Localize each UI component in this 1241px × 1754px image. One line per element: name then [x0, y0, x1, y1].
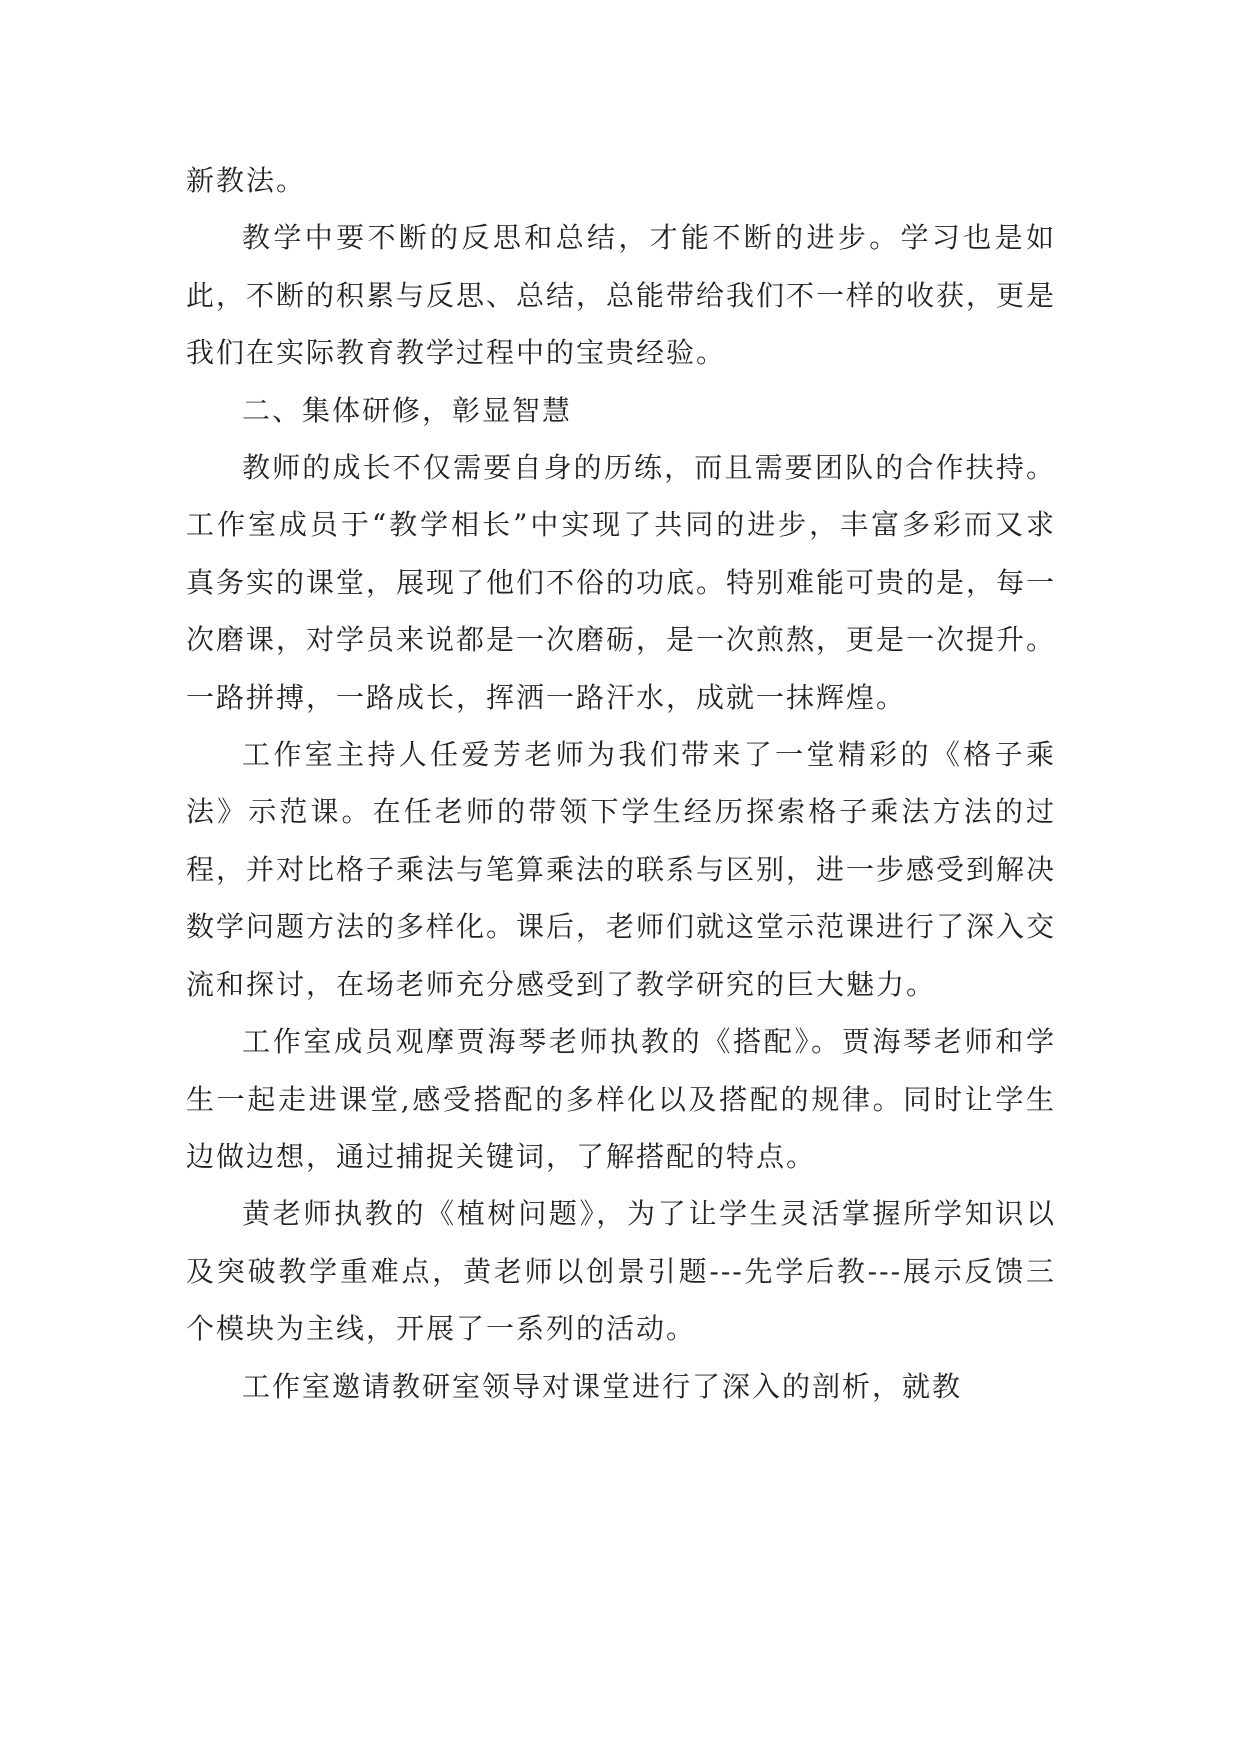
body-text	[186, 152, 1056, 1415]
paragraph-teacher-growth: 教师的成长不仅需要自身的历练，而且需要团队的合作扶持。工作室成员于“教学相长”中实现了共同的进步，丰富多彩而又求真务实的课堂，展现了他们不俗的功底。特别难能可贵的是，每一次磨课，对学员来说都是一次磨砺，是一次煎熬，更是一次提升。一路拼搏，一路成长，挥洒一路汗水，成就一抹辉煌。	[186, 451, 1057, 714]
paragraph-tree-planting-lesson: 黄老师执教的《植树问题》，为了让学生灵活掌握所学知识以及突破教学重难点，黄老师以创景引题---先学后教---展示反馈三个模块为主线，开展了一系列的活动。	[186, 1197, 1056, 1346]
paragraph-reflection: 教学中要不断的反思和总结，才能不断的进步。学习也是如此，不断的积累与反思、总结，总能带给我们不一样的收获，更是我们在实际教育教学过程中的宝贵经验。	[186, 221, 1057, 370]
paragraph-demo-lesson: 工作室主持人任爱芳老师为我们带来了一堂精彩的《格子乘法》示范课。在任老师的带领下学生经历探索格子乘法方法的过程，并对比格子乘法与笔算乘法的联系与区别，进一步感受到解决数学问题方法的多样化。课后，老师们就这堂示范课进行了深入交流和探讨，在场老师充分感受到了教学研究的巨大魅力。	[186, 738, 1057, 1001]
paragraph-matching-lesson: 工作室成员观摩贾海琴老师执教的《搭配》。贾海琴老师和学生一起走进课堂,感受搭配的多样化以及搭配的规律。同时让学生边做边想，通过捕捉关键词，了解搭配的特点。	[186, 1025, 1056, 1173]
paragraph-invitation: 工作室邀请教研室领导对课堂进行了深入的剖析，就教	[242, 1369, 963, 1403]
section-heading: 二、集体研修，彰显智慧	[242, 393, 573, 427]
paragraph-continued: 新教法。	[186, 164, 307, 197]
